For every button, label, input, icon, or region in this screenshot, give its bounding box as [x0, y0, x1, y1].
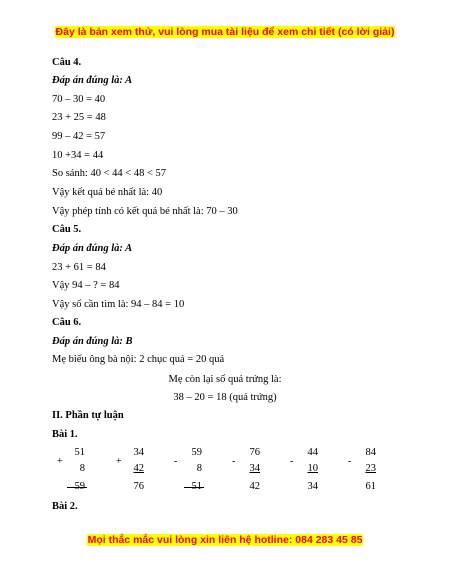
section-heading: II. Phần tự luận: [52, 410, 124, 421]
cau5-line: Vậy số cần tìm là: 94 – 84 = 10: [52, 299, 185, 310]
operator: -: [232, 456, 236, 467]
cau4-line: Vậy phép tính có kết quả bé nhất là: 70 – 30: [52, 206, 238, 217]
operator: -: [290, 456, 294, 467]
cau5-answer: Đáp án đúng là: A: [52, 243, 133, 254]
cau5-line: 23 + 61 = 84: [52, 262, 106, 273]
bai1-title: Bài 1.: [52, 429, 78, 440]
operand-a: 44: [307, 447, 318, 458]
result: 34: [307, 481, 318, 492]
hotline-banner: [0, 534, 450, 546]
cau6-line-centered: 38 – 20 = 18 (quả trứng): [173, 392, 277, 403]
operand-a: 51: [74, 447, 85, 458]
result: 51: [191, 481, 202, 492]
cau4-line: 10 +34 = 44: [52, 150, 104, 161]
result: 76: [133, 481, 144, 492]
result: 42: [249, 481, 260, 492]
operand-a: 59: [191, 447, 202, 458]
cau5-title: Câu 5.: [52, 224, 82, 235]
operand-b: 8: [196, 463, 202, 474]
operator: -: [348, 456, 352, 467]
operand-b: 10: [307, 463, 318, 474]
cau6-line: Mẹ biếu ông bà nội: 2 chục quả = 20 quả: [52, 354, 225, 365]
cau6-answer: Đáp án đúng là: B: [52, 336, 133, 347]
bai2-title: Bài 2.: [52, 501, 78, 512]
cau6-line-centered: Mẹ còn lại số quả trứng là:: [168, 374, 282, 385]
cau6-title: Câu 6.: [52, 317, 82, 328]
hotline-banner-text: Mọi thắc mắc vui lòng xin liên hệ hotline: 084 283 45 85: [87, 534, 363, 546]
cau4-title: Câu 4.: [52, 57, 82, 68]
operator: -: [174, 456, 178, 467]
cau4-line: 70 – 30 = 40: [52, 94, 106, 105]
result: 59: [74, 481, 85, 492]
preview-banner: [0, 26, 450, 38]
operand-b: 42: [133, 463, 144, 474]
cau4-line: 23 + 25 = 48: [52, 112, 106, 123]
cau4-line: 99 – 42 = 57: [52, 131, 106, 142]
cau4-line: Vậy kết quả bé nhất là: 40: [52, 187, 163, 198]
operand-b: 23: [365, 463, 376, 474]
operand-a: 76: [249, 447, 260, 458]
operand-a: 84: [365, 447, 376, 458]
cau4-line: So sánh: 40 < 44 < 48 < 57: [52, 168, 167, 179]
operand-b: 8: [79, 463, 85, 474]
operand-b: 34: [249, 463, 260, 474]
cau5-line: Vậy 94 – ? = 84: [52, 280, 120, 291]
operator: +: [116, 456, 122, 467]
preview-banner-text: Đây là bản xem thử, vui lòng mua tài liệu để xem chi tiết (có lời giải): [55, 26, 395, 38]
result: 61: [365, 481, 376, 492]
operand-a: 34: [133, 447, 144, 458]
operator: +: [57, 456, 63, 467]
cau4-answer: Đáp án đúng là: A: [52, 75, 133, 86]
